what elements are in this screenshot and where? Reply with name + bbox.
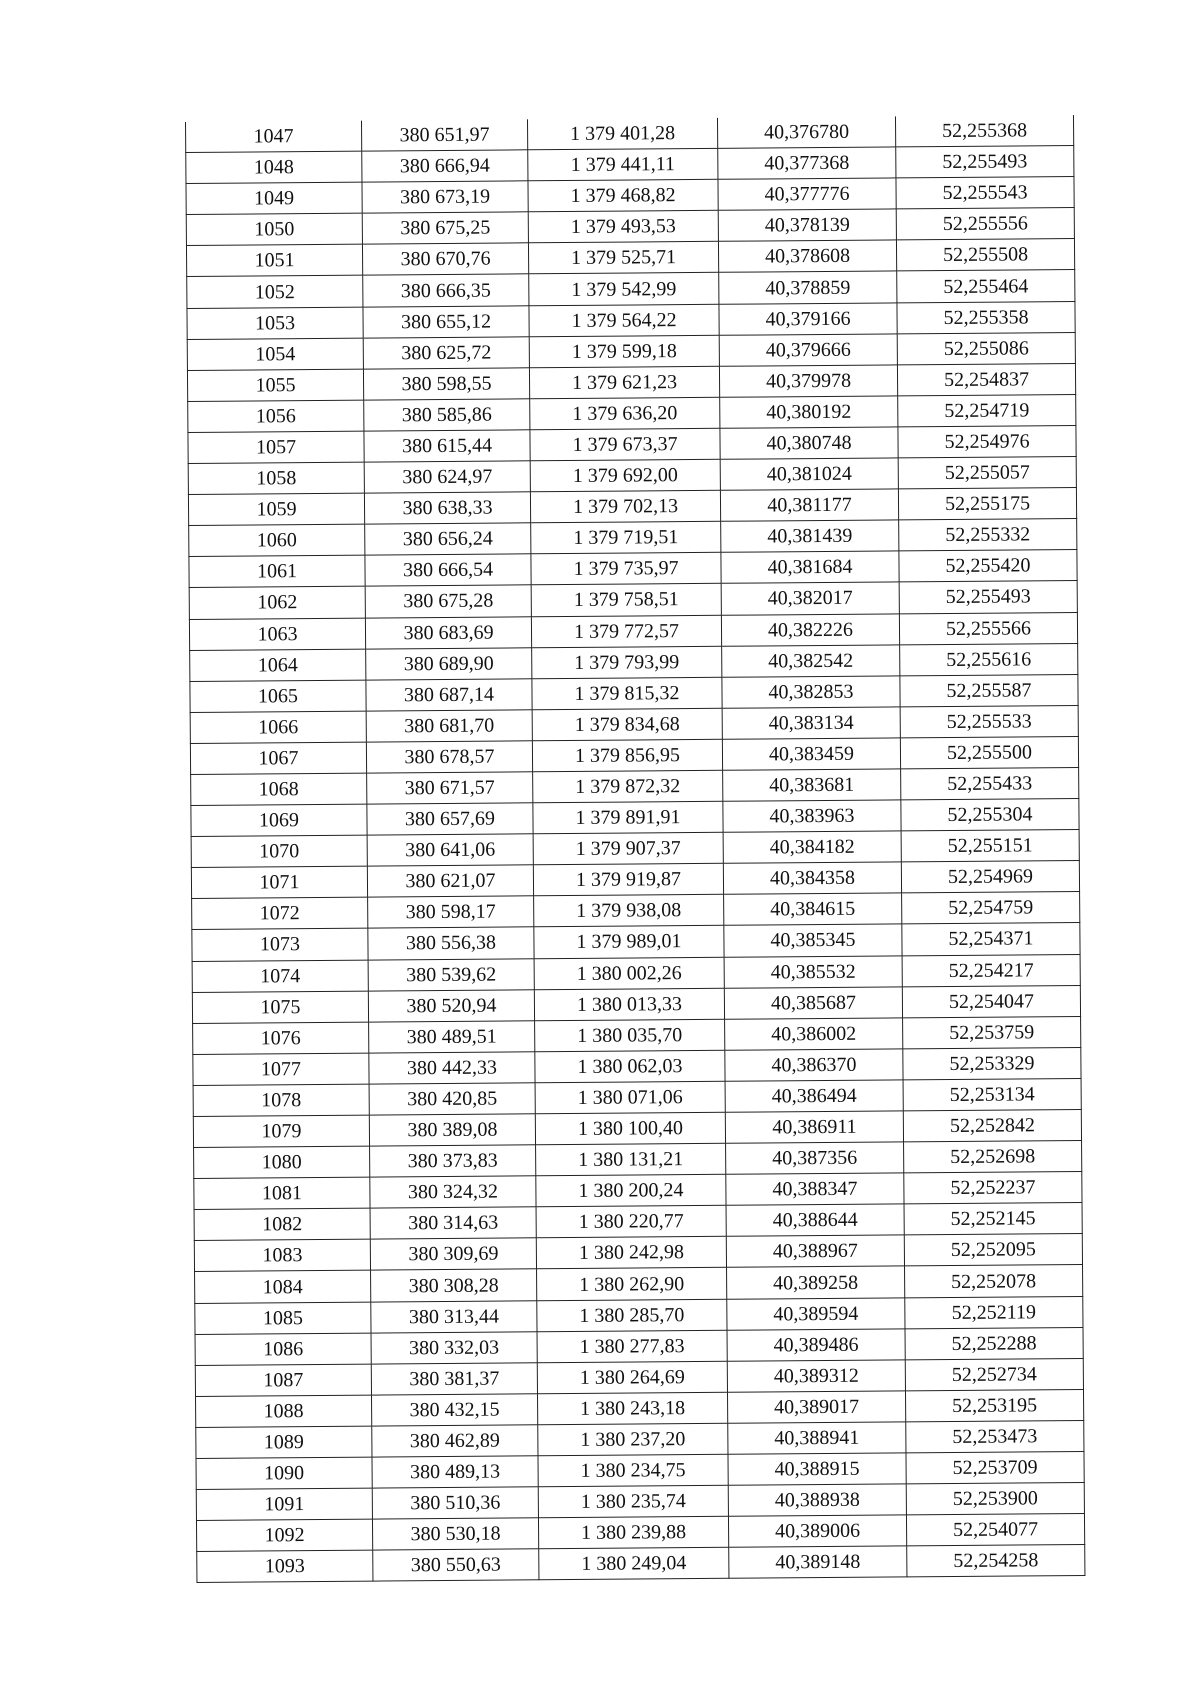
x-coordinate-cell: 380 598,17 xyxy=(368,896,534,928)
x-coordinate-cell: 380 314,63 xyxy=(370,1207,536,1239)
y-coordinate-cell: 1 379 834,68 xyxy=(532,708,722,741)
latitude-cell: 52,254258 xyxy=(907,1545,1085,1577)
point-number-cell: 1093 xyxy=(197,1550,373,1582)
latitude-cell: 52,255493 xyxy=(896,146,1074,178)
latitude-cell: 52,253134 xyxy=(903,1078,1081,1110)
coordinates-table xyxy=(185,115,1085,1583)
longitude-cell: 40,379666 xyxy=(719,334,897,366)
point-number-cell: 1061 xyxy=(189,555,365,587)
y-coordinate-cell: 1 379 856,95 xyxy=(532,739,722,772)
latitude-cell: 52,255556 xyxy=(896,208,1074,240)
latitude-cell: 52,253329 xyxy=(903,1047,1081,1079)
latitude-cell: 52,254969 xyxy=(901,861,1079,893)
x-coordinate-cell: 380 309,69 xyxy=(370,1238,536,1270)
point-number-cell: 1048 xyxy=(186,151,362,183)
point-number-cell: 1054 xyxy=(187,338,363,370)
x-coordinate-cell: 380 615,44 xyxy=(364,430,530,462)
longitude-cell: 40,377368 xyxy=(718,147,896,179)
longitude-cell: 40,386911 xyxy=(725,1111,903,1143)
point-number-cell: 1047 xyxy=(185,121,361,153)
x-coordinate-cell: 380 624,97 xyxy=(364,461,530,493)
point-number-cell: 1060 xyxy=(189,524,365,556)
latitude-cell: 52,252145 xyxy=(904,1203,1082,1235)
longitude-cell: 40,382226 xyxy=(721,613,899,645)
longitude-cell: 40,385345 xyxy=(724,924,902,956)
y-coordinate-cell: 1 379 468,82 xyxy=(528,180,718,213)
longitude-cell: 40,383134 xyxy=(722,707,900,739)
y-coordinate-cell: 1 379 525,71 xyxy=(528,242,718,275)
latitude-cell: 52,254837 xyxy=(897,363,1075,395)
y-coordinate-cell: 1 380 239,88 xyxy=(538,1516,728,1549)
y-coordinate-cell: 1 380 013,33 xyxy=(534,988,724,1021)
x-coordinate-cell: 380 673,19 xyxy=(362,181,528,213)
longitude-cell: 40,381684 xyxy=(721,551,899,583)
point-number-cell: 1051 xyxy=(186,244,362,276)
point-number-cell: 1052 xyxy=(187,276,363,308)
latitude-cell: 52,253195 xyxy=(905,1389,1083,1421)
y-coordinate-cell: 1 380 062,03 xyxy=(535,1050,725,1083)
latitude-cell: 52,255433 xyxy=(901,767,1079,799)
latitude-cell: 52,255464 xyxy=(897,270,1075,302)
point-number-cell: 1080 xyxy=(194,1146,370,1178)
point-number-cell: 1063 xyxy=(189,618,365,650)
longitude-cell: 40,389486 xyxy=(727,1329,905,1361)
x-coordinate-cell: 380 550,63 xyxy=(373,1549,539,1581)
y-coordinate-cell: 1 379 702,13 xyxy=(530,490,720,523)
table-row xyxy=(197,1545,1085,1583)
longitude-cell: 40,383963 xyxy=(723,800,901,832)
latitude-cell: 52,254719 xyxy=(898,394,1076,426)
x-coordinate-cell: 380 657,69 xyxy=(367,803,533,835)
longitude-cell: 40,383459 xyxy=(722,738,900,770)
point-number-cell: 1085 xyxy=(195,1302,371,1334)
longitude-cell: 40,388967 xyxy=(726,1235,904,1267)
latitude-cell: 52,252734 xyxy=(905,1358,1083,1390)
latitude-cell: 52,255543 xyxy=(896,177,1074,209)
longitude-cell: 40,389148 xyxy=(729,1546,907,1578)
x-coordinate-cell: 380 678,57 xyxy=(366,741,532,773)
point-number-cell: 1087 xyxy=(195,1364,371,1396)
x-coordinate-cell: 380 442,33 xyxy=(369,1052,535,1084)
x-coordinate-cell: 380 308,28 xyxy=(371,1269,537,1301)
point-number-cell: 1079 xyxy=(193,1115,369,1147)
point-number-cell: 1059 xyxy=(188,493,364,525)
point-number-cell: 1058 xyxy=(188,462,364,494)
x-coordinate-cell: 380 324,32 xyxy=(370,1176,536,1208)
y-coordinate-cell: 1 379 493,53 xyxy=(528,211,718,244)
x-coordinate-cell: 380 666,54 xyxy=(365,554,531,586)
y-coordinate-cell: 1 379 938,08 xyxy=(534,895,724,928)
x-coordinate-cell: 380 656,24 xyxy=(365,523,531,555)
longitude-cell: 40,379166 xyxy=(719,302,897,334)
latitude-cell: 52,253709 xyxy=(906,1452,1084,1484)
point-number-cell: 1086 xyxy=(195,1333,371,1365)
latitude-cell: 52,255493 xyxy=(899,581,1077,613)
x-coordinate-cell: 380 670,76 xyxy=(362,243,528,275)
y-coordinate-cell: 1 379 542,99 xyxy=(529,273,719,306)
point-number-cell: 1057 xyxy=(188,431,364,463)
y-coordinate-cell: 1 379 872,32 xyxy=(533,770,723,803)
y-coordinate-cell: 1 380 234,75 xyxy=(538,1454,728,1487)
latitude-cell: 52,255508 xyxy=(896,239,1074,271)
y-coordinate-cell: 1 380 100,40 xyxy=(535,1112,725,1145)
y-coordinate-cell: 1 379 793,99 xyxy=(532,646,722,679)
longitude-cell: 40,379978 xyxy=(719,365,897,397)
y-coordinate-cell: 1 379 636,20 xyxy=(530,397,720,430)
point-number-cell: 1074 xyxy=(192,960,368,992)
y-coordinate-cell: 1 380 035,70 xyxy=(535,1019,725,1052)
longitude-cell: 40,388644 xyxy=(726,1204,904,1236)
y-coordinate-cell: 1 379 621,23 xyxy=(529,366,719,399)
longitude-cell: 40,376780 xyxy=(717,116,895,148)
point-number-cell: 1088 xyxy=(196,1395,372,1427)
x-coordinate-cell: 380 556,38 xyxy=(368,927,534,959)
longitude-cell: 40,389258 xyxy=(727,1266,905,1298)
longitude-cell: 40,384358 xyxy=(723,862,901,894)
longitude-cell: 40,388938 xyxy=(728,1484,906,1516)
longitude-cell: 40,389017 xyxy=(727,1391,905,1423)
y-coordinate-cell: 1 380 242,98 xyxy=(536,1237,726,1270)
x-coordinate-cell: 380 625,72 xyxy=(363,336,529,368)
y-coordinate-cell: 1 379 692,00 xyxy=(530,459,720,492)
point-number-cell: 1075 xyxy=(192,991,368,1023)
longitude-cell: 40,381177 xyxy=(720,489,898,521)
point-number-cell: 1071 xyxy=(191,866,367,898)
y-coordinate-cell: 1 379 401,28 xyxy=(527,118,717,150)
x-coordinate-cell: 380 585,86 xyxy=(364,399,530,431)
point-number-cell: 1068 xyxy=(191,773,367,805)
longitude-cell: 40,388347 xyxy=(726,1173,904,1205)
y-coordinate-cell: 1 380 235,74 xyxy=(538,1485,728,1518)
x-coordinate-cell: 380 530,18 xyxy=(372,1518,538,1550)
point-number-cell: 1062 xyxy=(189,587,365,619)
latitude-cell: 52,254217 xyxy=(902,954,1080,986)
longitude-cell: 40,388941 xyxy=(728,1422,906,1454)
y-coordinate-cell: 1 379 719,51 xyxy=(531,522,721,555)
y-coordinate-cell: 1 379 772,57 xyxy=(531,615,721,648)
x-coordinate-cell: 380 381,37 xyxy=(371,1363,537,1395)
y-coordinate-cell: 1 379 891,91 xyxy=(533,801,723,834)
longitude-cell: 40,389312 xyxy=(727,1360,905,1392)
latitude-cell: 52,255332 xyxy=(899,519,1077,551)
latitude-cell: 52,255566 xyxy=(899,612,1077,644)
point-number-cell: 1065 xyxy=(190,680,366,712)
x-coordinate-cell: 380 671,57 xyxy=(367,772,533,804)
x-coordinate-cell: 380 666,35 xyxy=(363,274,529,306)
x-coordinate-cell: 380 510,36 xyxy=(372,1487,538,1519)
longitude-cell: 40,378859 xyxy=(719,271,897,303)
longitude-cell: 40,388915 xyxy=(728,1453,906,1485)
point-number-cell: 1056 xyxy=(188,400,364,432)
y-coordinate-cell: 1 379 907,37 xyxy=(533,832,723,865)
longitude-cell: 40,378139 xyxy=(718,209,896,241)
latitude-cell: 52,254371 xyxy=(902,923,1080,955)
y-coordinate-cell: 1 380 249,04 xyxy=(539,1548,729,1581)
point-number-cell: 1070 xyxy=(191,835,367,867)
latitude-cell: 52,252078 xyxy=(905,1265,1083,1297)
x-coordinate-cell: 380 689,90 xyxy=(366,647,532,679)
x-coordinate-cell: 380 638,33 xyxy=(364,492,530,524)
point-number-cell: 1067 xyxy=(190,742,366,774)
point-number-cell: 1066 xyxy=(190,711,366,743)
longitude-cell: 40,377776 xyxy=(718,178,896,210)
point-number-cell: 1073 xyxy=(192,929,368,961)
x-coordinate-cell: 380 681,70 xyxy=(366,710,532,742)
y-coordinate-cell: 1 380 200,24 xyxy=(536,1174,726,1207)
longitude-cell: 40,387356 xyxy=(726,1142,904,1174)
point-number-cell: 1078 xyxy=(193,1084,369,1116)
x-coordinate-cell: 380 621,07 xyxy=(367,865,533,897)
longitude-cell: 40,389594 xyxy=(727,1297,905,1329)
latitude-cell: 52,253900 xyxy=(906,1483,1084,1515)
point-number-cell: 1053 xyxy=(187,307,363,339)
longitude-cell: 40,382017 xyxy=(721,582,899,614)
longitude-cell: 40,386494 xyxy=(725,1080,903,1112)
point-number-cell: 1082 xyxy=(194,1208,370,1240)
y-coordinate-cell: 1 380 237,20 xyxy=(538,1423,728,1456)
longitude-cell: 40,385532 xyxy=(724,955,902,987)
x-coordinate-cell: 380 655,12 xyxy=(363,305,529,337)
latitude-cell: 52,252288 xyxy=(905,1327,1083,1359)
point-number-cell: 1055 xyxy=(187,369,363,401)
x-coordinate-cell: 380 675,25 xyxy=(362,212,528,244)
longitude-cell: 40,381024 xyxy=(720,458,898,490)
x-coordinate-cell: 380 432,15 xyxy=(372,1394,538,1426)
longitude-cell: 40,383681 xyxy=(723,769,901,801)
y-coordinate-cell: 1 379 441,11 xyxy=(528,148,718,181)
latitude-cell: 52,252842 xyxy=(903,1109,1081,1141)
x-coordinate-cell: 380 313,44 xyxy=(371,1300,537,1332)
latitude-cell: 52,253759 xyxy=(903,1016,1081,1048)
x-coordinate-cell: 380 687,14 xyxy=(366,678,532,710)
x-coordinate-cell: 380 651,97 xyxy=(361,119,527,151)
point-number-cell: 1077 xyxy=(193,1053,369,1085)
longitude-cell: 40,389006 xyxy=(728,1515,906,1547)
x-coordinate-cell: 380 389,08 xyxy=(369,1114,535,1146)
longitude-cell: 40,382853 xyxy=(722,676,900,708)
y-coordinate-cell: 1 380 071,06 xyxy=(535,1081,725,1114)
longitude-cell: 40,380748 xyxy=(720,427,898,459)
x-coordinate-cell: 380 489,51 xyxy=(369,1021,535,1053)
latitude-cell: 52,255368 xyxy=(895,115,1073,147)
latitude-cell: 52,255500 xyxy=(900,736,1078,768)
latitude-cell: 52,255420 xyxy=(899,550,1077,582)
longitude-cell: 40,382542 xyxy=(722,644,900,676)
latitude-cell: 52,252095 xyxy=(904,1234,1082,1266)
latitude-cell: 52,255587 xyxy=(900,674,1078,706)
latitude-cell: 52,254047 xyxy=(902,985,1080,1017)
latitude-cell: 52,253473 xyxy=(906,1420,1084,1452)
point-number-cell: 1081 xyxy=(194,1177,370,1209)
y-coordinate-cell: 1 380 262,90 xyxy=(537,1268,727,1301)
point-number-cell: 1049 xyxy=(186,182,362,214)
y-coordinate-cell: 1 380 220,77 xyxy=(536,1206,726,1239)
x-coordinate-cell: 380 420,85 xyxy=(369,1083,535,1115)
longitude-cell: 40,386370 xyxy=(725,1049,903,1081)
y-coordinate-cell: 1 380 285,70 xyxy=(537,1299,727,1332)
longitude-cell: 40,384615 xyxy=(724,893,902,925)
latitude-cell: 52,252237 xyxy=(904,1172,1082,1204)
point-number-cell: 1092 xyxy=(196,1519,372,1551)
x-coordinate-cell: 380 520,94 xyxy=(368,989,534,1021)
y-coordinate-cell: 1 379 599,18 xyxy=(529,335,719,368)
latitude-cell: 52,255304 xyxy=(901,799,1079,831)
latitude-cell: 52,255533 xyxy=(900,705,1078,737)
y-coordinate-cell: 1 379 989,01 xyxy=(534,926,724,959)
x-coordinate-cell: 380 489,13 xyxy=(372,1456,538,1488)
point-number-cell: 1091 xyxy=(196,1488,372,1520)
point-number-cell: 1050 xyxy=(186,213,362,245)
y-coordinate-cell: 1 379 815,32 xyxy=(532,677,722,710)
longitude-cell: 40,385687 xyxy=(724,987,902,1019)
x-coordinate-cell: 380 683,69 xyxy=(365,616,531,648)
point-number-cell: 1090 xyxy=(196,1457,372,1489)
y-coordinate-cell: 1 379 735,97 xyxy=(531,553,721,586)
latitude-cell: 52,252119 xyxy=(905,1296,1083,1328)
longitude-cell: 40,386002 xyxy=(725,1018,903,1050)
latitude-cell: 52,255151 xyxy=(901,830,1079,862)
x-coordinate-cell: 380 641,06 xyxy=(367,834,533,866)
y-coordinate-cell: 1 379 564,22 xyxy=(529,304,719,337)
coordinates-table-body xyxy=(185,115,1084,1583)
y-coordinate-cell: 1 380 264,69 xyxy=(537,1361,727,1394)
point-number-cell: 1084 xyxy=(195,1271,371,1303)
latitude-cell: 52,255358 xyxy=(897,301,1075,333)
latitude-cell: 52,255175 xyxy=(898,488,1076,520)
y-coordinate-cell: 1 380 243,18 xyxy=(537,1392,727,1425)
point-number-cell: 1076 xyxy=(193,1022,369,1054)
point-number-cell: 1064 xyxy=(190,649,366,681)
y-coordinate-cell: 1 380 131,21 xyxy=(536,1143,726,1176)
x-coordinate-cell: 380 332,03 xyxy=(371,1331,537,1363)
y-coordinate-cell: 1 379 919,87 xyxy=(533,864,723,897)
longitude-cell: 40,381439 xyxy=(721,520,899,552)
latitude-cell: 52,255057 xyxy=(898,457,1076,489)
x-coordinate-cell: 380 675,28 xyxy=(365,585,531,617)
point-number-cell: 1089 xyxy=(196,1426,372,1458)
latitude-cell: 52,254759 xyxy=(902,892,1080,924)
y-coordinate-cell: 1 380 002,26 xyxy=(534,957,724,990)
latitude-cell: 52,255616 xyxy=(900,643,1078,675)
x-coordinate-cell: 380 373,83 xyxy=(370,1145,536,1177)
latitude-cell: 52,254077 xyxy=(906,1514,1084,1546)
x-coordinate-cell: 380 462,89 xyxy=(372,1425,538,1457)
longitude-cell: 40,380192 xyxy=(720,396,898,428)
y-coordinate-cell: 1 380 277,83 xyxy=(537,1330,727,1363)
latitude-cell: 52,252698 xyxy=(904,1141,1082,1173)
y-coordinate-cell: 1 379 673,37 xyxy=(530,428,720,461)
latitude-cell: 52,255086 xyxy=(897,332,1075,364)
point-number-cell: 1083 xyxy=(194,1239,370,1271)
longitude-cell: 40,378608 xyxy=(718,240,896,272)
x-coordinate-cell: 380 539,62 xyxy=(368,958,534,990)
point-number-cell: 1069 xyxy=(191,804,367,836)
x-coordinate-cell: 380 666,94 xyxy=(362,150,528,182)
longitude-cell: 40,384182 xyxy=(723,831,901,863)
x-coordinate-cell: 380 598,55 xyxy=(363,368,529,400)
y-coordinate-cell: 1 379 758,51 xyxy=(531,584,721,617)
latitude-cell: 52,254976 xyxy=(898,425,1076,457)
point-number-cell: 1072 xyxy=(192,897,368,929)
